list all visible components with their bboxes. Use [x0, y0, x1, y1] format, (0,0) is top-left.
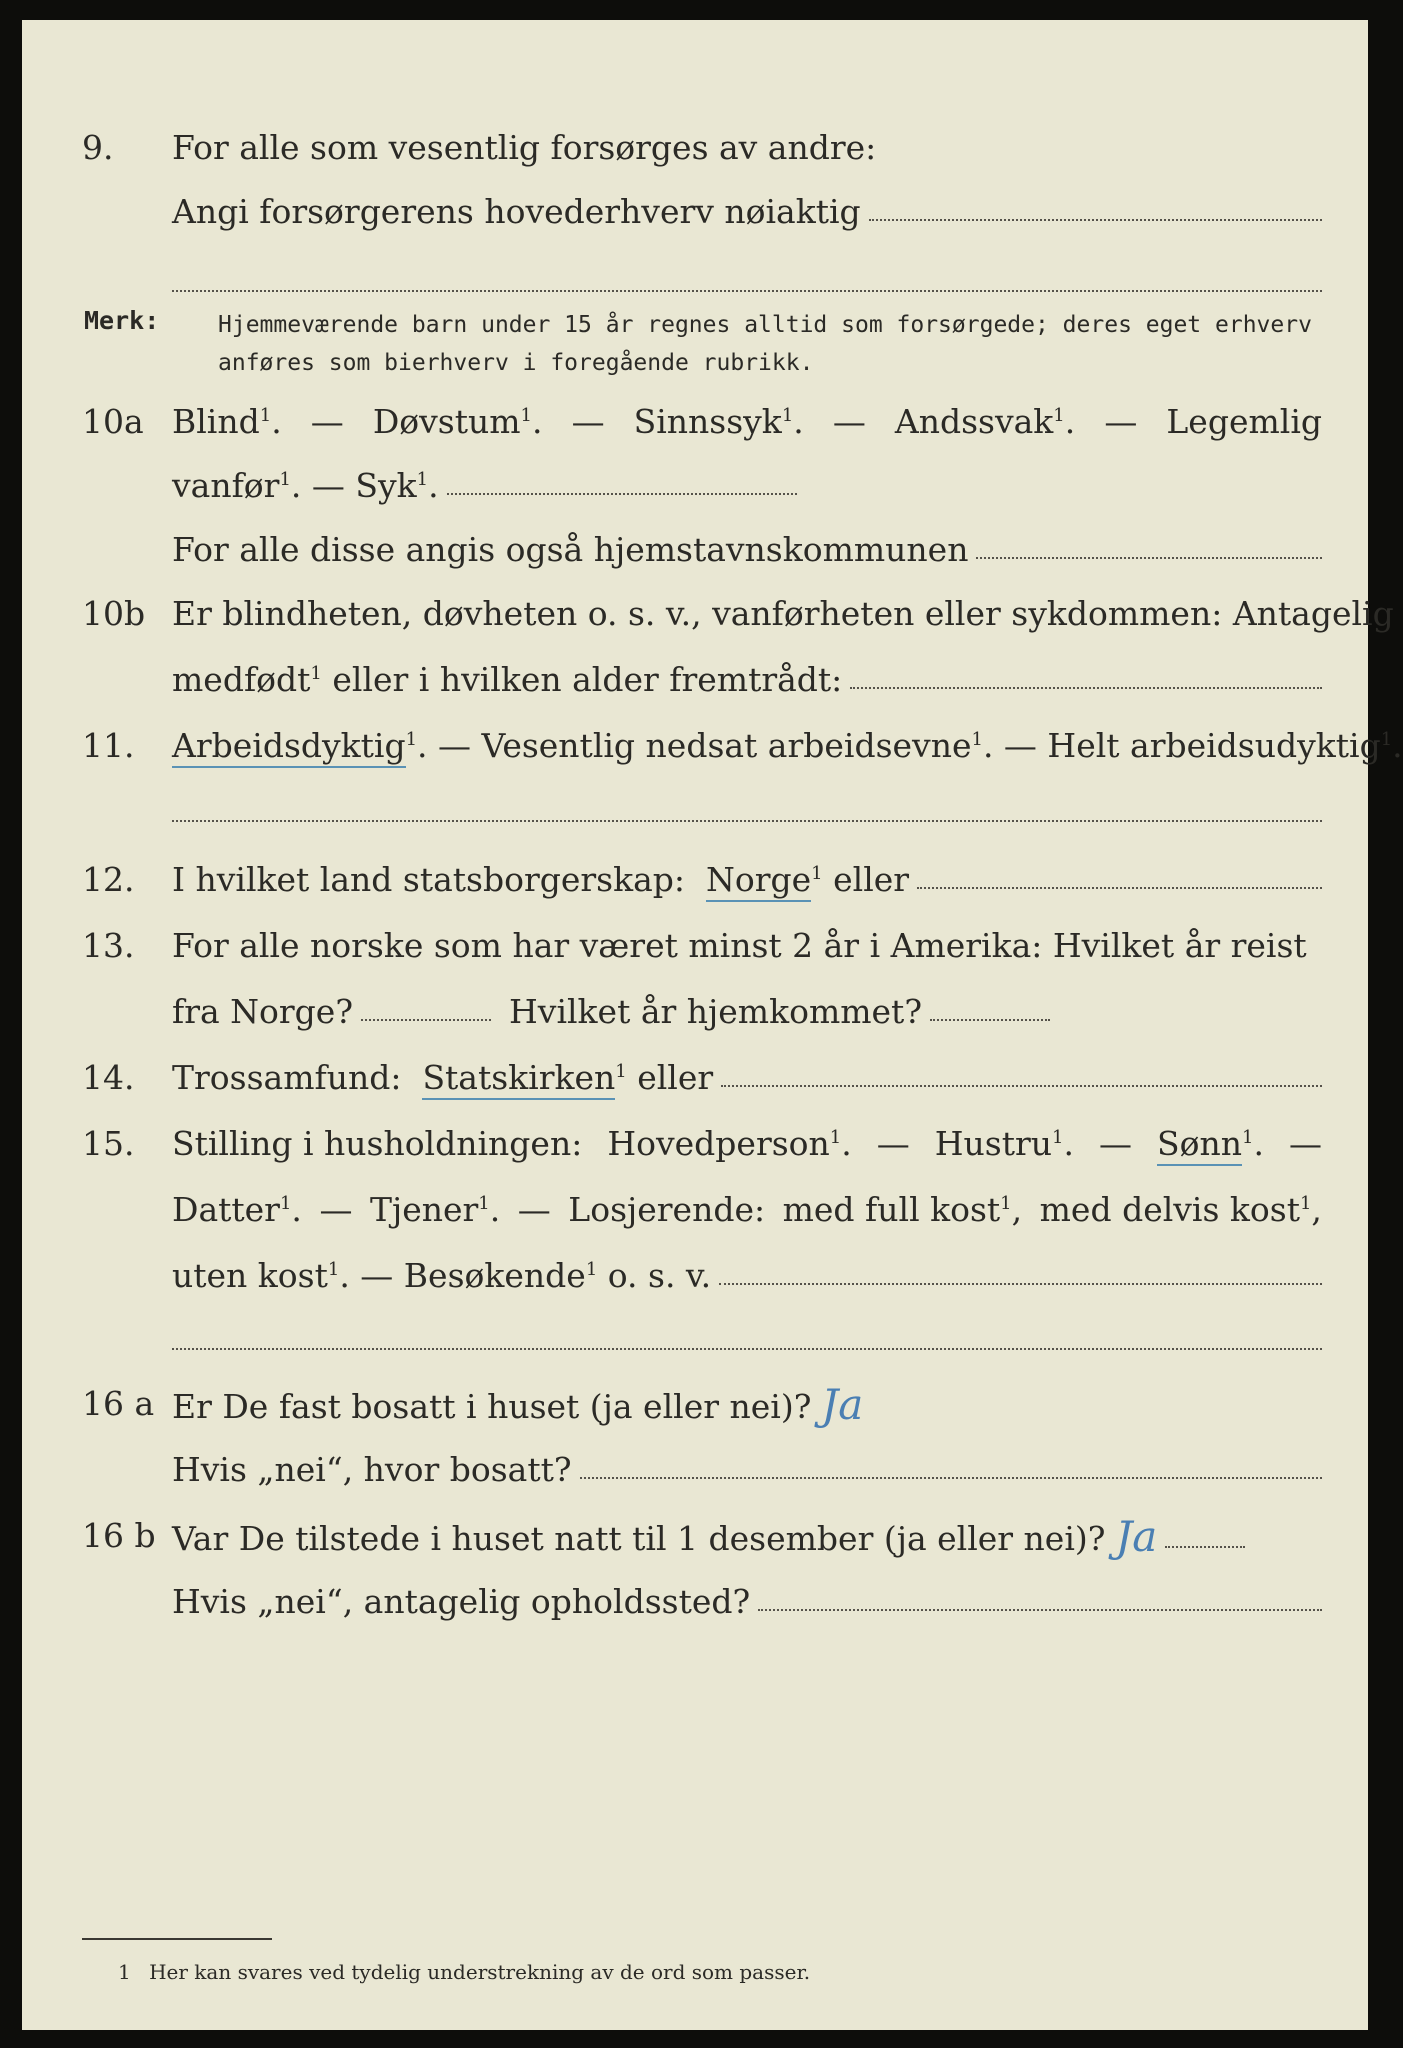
- option-hustru[interactable]: Hustru: [934, 1124, 1053, 1163]
- option-sonn[interactable]: Sønn: [1157, 1124, 1242, 1166]
- question-number: 10b: [82, 594, 146, 633]
- question-12: 12. I hvilket land statsborgerskap: Norge$^1$ eller: [22, 860, 1368, 910]
- question-text: o. s. v.: [597, 1256, 712, 1295]
- footnote-mark: 1: [118, 1960, 131, 1984]
- answer-field-line[interactable]: [172, 290, 1322, 292]
- question-10a: 10a Blind$^1$. — Døvstum$^1$. — Sinnssyk$^1$. — Andssvak$^1$. — Legemlig: [82, 402, 1322, 441]
- question-text: Hvis „nei“, hvor bosatt?: [172, 1450, 572, 1489]
- question-text: For alle disse angis også hjemstavnskommunen: [172, 530, 969, 569]
- footnote: [118, 1960, 810, 1984]
- option-dovstum[interactable]: Døvstum: [372, 402, 521, 441]
- question-16b: [22, 1512, 1368, 1566]
- note-text: Hjemmeværende barn under 15 år regnes alltid som forsørgede; deres eget erhverv anføres som bierhverv i foregående rubrikk.: [218, 312, 1312, 376]
- option-uten-kost[interactable]: uten kost: [172, 1256, 328, 1295]
- question-text: eller: [822, 860, 910, 899]
- question-number: 15.: [82, 1124, 135, 1163]
- question-text: Er blindheten, døvheten o. s. v., vanførheten eller sykdommen: Antagelig: [172, 594, 1394, 633]
- question-16b-line-2: [22, 1582, 1368, 1632]
- note-label: Merk:: [84, 306, 160, 335]
- question-text: For alle som vesentlig forsørges av andre:: [172, 128, 877, 167]
- option-besokende[interactable]: Besøkende: [403, 1256, 586, 1295]
- question-15: 15. Stilling i husholdningen: Hovedperson$^1$. — Hustru$^1$. — Sønn$^1$. —: [22, 1124, 1368, 1174]
- question-number: 9.: [82, 128, 114, 167]
- question-text: Losjerende:: [568, 1190, 766, 1229]
- question-15-line-2: Datter$^1$. — Tjener$^1$. — Losjerende: med full kost$^1$, med delvis kost$^1$,: [172, 1190, 1322, 1229]
- option-hovedperson[interactable]: Hovedperson: [607, 1124, 830, 1163]
- question-text: For alle norske som har været minst 2 år i Amerika: Hvilket år reist: [172, 926, 1307, 965]
- question-text: fra Norge?: [172, 992, 354, 1031]
- option-datter[interactable]: Datter: [172, 1190, 280, 1229]
- footnote-text: Her kan svares ved tydelig understrekning av de ord som passer.: [149, 1960, 811, 1984]
- answer-field[interactable]: [758, 1609, 1322, 1611]
- question-text: Hvilket år hjemkommet?: [509, 992, 923, 1031]
- handwritten-answer[interactable]: Ja: [1115, 1512, 1158, 1561]
- option-norge[interactable]: Norge: [706, 860, 811, 902]
- question-number: 13.: [82, 926, 135, 965]
- answer-field-hjemkommet[interactable]: [930, 1019, 1050, 1021]
- answer-field[interactable]: [721, 1085, 1322, 1087]
- answer-field-line[interactable]: [172, 820, 1322, 822]
- question-15-line-3: uten kost$^1$. — Besøkende$^1$ o. s. v.: [22, 1256, 1368, 1306]
- answer-field[interactable]: [917, 887, 1322, 889]
- question-text: Angi forsørgerens hovederhverv nøiaktig: [172, 192, 861, 231]
- option-syk[interactable]: Syk: [355, 466, 417, 505]
- question-number: 10a: [82, 402, 144, 441]
- answer-field[interactable]: [869, 219, 1322, 221]
- option-tjener[interactable]: Tjener: [369, 1190, 479, 1229]
- question-number: 16 b: [82, 1516, 156, 1555]
- question-10a-line-2: vanfør$^1$. — Syk$^1$.: [22, 466, 1368, 516]
- option-arbeidsdyktig[interactable]: Arbeidsdyktig: [172, 726, 406, 768]
- question-16a: [22, 1380, 1368, 1434]
- question-text: Trossamfund:: [172, 1058, 402, 1097]
- question-text: Er De fast bosatt i huset (ja eller nei)?: [172, 1387, 812, 1426]
- question-text: Hvis „nei“, antagelig opholdssted?: [172, 1582, 751, 1621]
- question-10a-line-3: [22, 530, 1368, 580]
- question-number: 16 a: [82, 1384, 155, 1423]
- question-14: 14. Trossamfund: Statskirken$^1$ eller: [22, 1058, 1368, 1108]
- question-text: eller i hvilken alder fremtrådt:: [321, 660, 843, 699]
- option-full-kost[interactable]: med full kost: [782, 1190, 1001, 1229]
- answer-field[interactable]: [447, 493, 797, 495]
- question-number: 12.: [82, 860, 135, 899]
- question-16a-line-2: [22, 1450, 1368, 1500]
- option-sinnssyk[interactable]: Sinnssyk: [633, 402, 782, 441]
- option-vanfor[interactable]: vanfør: [172, 466, 280, 505]
- question-text: eller: [626, 1058, 714, 1097]
- question-text: Stilling i husholdningen:: [172, 1124, 583, 1163]
- option-andssvak[interactable]: Andssvak: [894, 402, 1054, 441]
- option-delvis-kost[interactable]: med delvis kost: [1039, 1190, 1300, 1229]
- answer-field[interactable]: [850, 687, 1322, 689]
- handwritten-answer[interactable]: Ja: [821, 1380, 864, 1429]
- option-blind[interactable]: Blind: [172, 402, 260, 441]
- note-block: [22, 306, 1368, 386]
- answer-field[interactable]: [976, 557, 1322, 559]
- option-statskirken[interactable]: Statskirken: [422, 1058, 615, 1100]
- answer-field[interactable]: [1165, 1546, 1245, 1548]
- option-medfodt[interactable]: medfødt: [172, 660, 311, 699]
- footnote-rule: [82, 1938, 272, 1940]
- question-13-line-2: [22, 992, 1368, 1042]
- question-number: 14.: [82, 1058, 135, 1097]
- question-10b: [22, 594, 1394, 644]
- question-9-line-2: [22, 192, 1368, 242]
- question-10b-line-2: medfødt$^1$ eller i hvilken alder fremtrådt:: [22, 660, 1368, 710]
- answer-field-reist[interactable]: [361, 1019, 491, 1021]
- answer-field[interactable]: [719, 1283, 1322, 1285]
- question-number: 11.: [82, 726, 135, 765]
- answer-field[interactable]: [580, 1477, 1322, 1479]
- question-text: Var De tilstede i huset natt til 1 desember (ja eller nei)?: [172, 1519, 1106, 1558]
- question-11: 11. Arbeidsdyktig$^1$. — Vesentlig nedsat arbeidsevne$^1$. — Helt arbeidsudyktig$^1$.: [22, 726, 1368, 776]
- question-13: [22, 926, 1368, 976]
- census-form-page: [22, 20, 1403, 2030]
- question-text: I hvilket land statsborgerskap:: [172, 860, 686, 899]
- answer-field-line[interactable]: [172, 1348, 1322, 1350]
- question-9: [22, 128, 1368, 178]
- option-helt-arbeidsudyktig[interactable]: — Helt arbeidsudyktig: [993, 726, 1381, 765]
- option-legemlig[interactable]: Legemlig: [1166, 402, 1322, 441]
- option-vesentlig-nedsat[interactable]: — Vesentlig nedsat arbeidsevne: [427, 726, 972, 765]
